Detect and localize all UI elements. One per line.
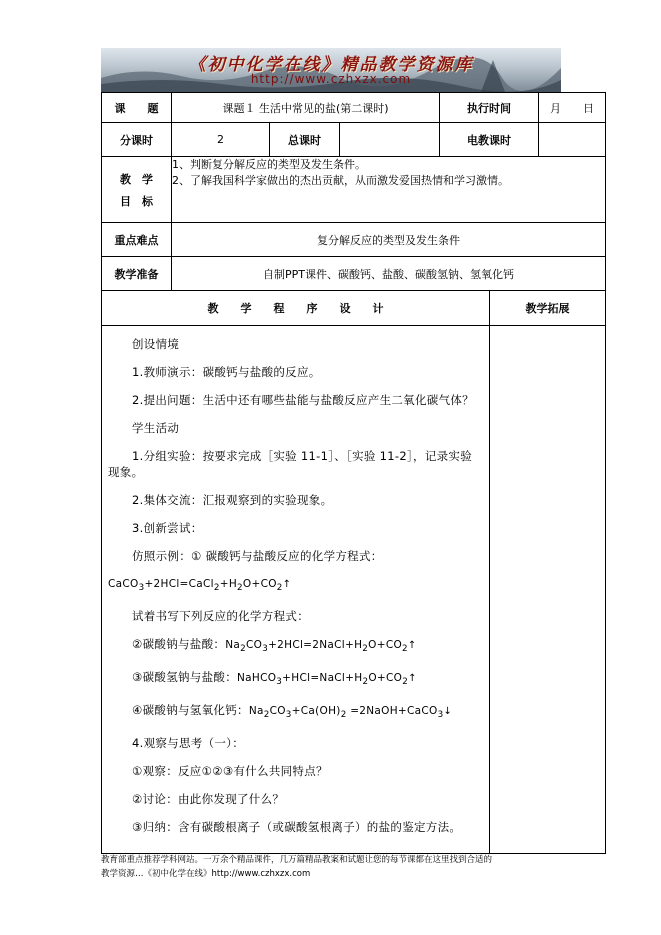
split-hours-value: 2 bbox=[172, 123, 270, 157]
banner-title: 《初中化学在线》精品教学资源库 bbox=[188, 55, 474, 75]
split-hours-label: 分课时 bbox=[102, 123, 172, 157]
prep-row bbox=[102, 257, 606, 291]
media-hours-value bbox=[539, 123, 606, 157]
header-banner bbox=[101, 48, 561, 92]
paragraph: ③归纳：含有碳酸根离子（或碳酸氢根离子）的盐的鉴定方法。 bbox=[132, 820, 462, 835]
banner-url: http://www.czhxzx.com bbox=[250, 72, 412, 86]
footer-link[interactable]: http://www.czhxzx.com bbox=[211, 869, 311, 879]
gas-arrow-icon: ↑ bbox=[282, 579, 292, 590]
equation-caco3: $CaCO_3+2HCl=CaCl_2+H_2O+CO_2↑$ bbox=[108, 578, 292, 594]
lesson-plan-table bbox=[101, 92, 606, 854]
gas-arrow-icon: ↑ bbox=[408, 673, 417, 685]
precipitate-arrow-icon: ↓ bbox=[443, 706, 453, 718]
paragraph: 1.教师演示：碳酸钙与盐酸的反应。 bbox=[132, 365, 321, 379]
paragraph: 试着书写下列反应的化学方程式： bbox=[132, 609, 309, 624]
goal-item: 1、判断复分解反应的类型及发生条件。 bbox=[172, 158, 366, 171]
paragraph: ①观察：反应①②③有什么共同特点？ bbox=[132, 764, 328, 779]
media-hours-label: 电教课时 bbox=[440, 123, 539, 157]
goal-item: 2、了解我国科学家做出的杰出贡献，从而激发爱国热情和学习激情。 bbox=[172, 174, 509, 187]
design-header-row bbox=[102, 291, 606, 326]
paragraph: ②讨论：由此你发现了什么？ bbox=[132, 792, 285, 807]
hours-row bbox=[102, 123, 606, 157]
paragraph: 1.分组实验：按要求完成［实验 11-1］、［实验 11-2］，记录实验现象。 bbox=[108, 449, 473, 479]
prep-value: 自制PPT课件、碳酸钙、盐酸、碳酸氢钠、氢氧化钙 bbox=[172, 257, 606, 291]
focus-value: 复分解反应的类型及发生条件 bbox=[172, 223, 606, 257]
date-value: 月 日 bbox=[539, 93, 606, 123]
total-hours-value bbox=[340, 123, 440, 157]
equation-nahco3-hcl: ③碳酸氢钠与盐酸：$NaHCO_3+HCl=NaCl+H_2O+CO_2↑$ bbox=[132, 670, 417, 688]
goals-content bbox=[172, 157, 606, 223]
prep-label: 教学准备 bbox=[102, 257, 172, 291]
section-title: 4.观察与思考（一）： bbox=[132, 736, 245, 751]
execution-time-label: 执行时间 bbox=[440, 93, 539, 123]
footer-line2 bbox=[101, 867, 601, 881]
topic-value: 课题１ 生活中常见的盐(第二课时) bbox=[172, 93, 440, 123]
goals-row bbox=[102, 157, 606, 223]
total-hours-label: 总课时 bbox=[270, 123, 340, 157]
design-body-row bbox=[102, 326, 606, 854]
equation-na2co3-hcl: ②碳酸钠与盐酸：$Na_2CO_3+2HCl=2NaCl+H_2O+CO_2↑$ bbox=[132, 637, 417, 655]
goals-label-line1: 教 学 bbox=[120, 172, 153, 186]
design-content bbox=[102, 326, 490, 854]
equation-na2co3-caoh2: ④碳酸钠与氢氧化钙：$Na_2CO_3+Ca(OH)_2$ =2NaOH+CaCO$_3$↓ bbox=[132, 703, 453, 721]
focus-label: 重点难点 bbox=[102, 223, 172, 257]
paragraph: 2.集体交流：汇报观察到的实验现象。 bbox=[132, 493, 333, 507]
topic-row bbox=[102, 93, 606, 123]
section-title: 学生活动 bbox=[132, 421, 180, 435]
extension-content bbox=[490, 326, 606, 854]
topic-label: 课 题 bbox=[102, 93, 172, 123]
paragraph: 仿照示例：① 碳酸钙与盐酸反应的化学方程式： bbox=[132, 549, 383, 563]
footer-line1: 教育部重点推荐学科网站。一万余个精品课件，几万篇精品教案和试题让您的每节课都在这里找到合适的 bbox=[101, 855, 493, 865]
design-header: 教 学 程 序 设 计 bbox=[102, 291, 490, 326]
gas-arrow-icon: ↑ bbox=[407, 640, 417, 652]
focus-row bbox=[102, 223, 606, 257]
footer bbox=[101, 853, 601, 881]
paragraph: 3.创新尝试： bbox=[132, 521, 203, 535]
goals-label bbox=[102, 157, 172, 223]
extension-header: 教学拓展 bbox=[490, 291, 606, 326]
paragraph: 2.提出问题：生活中还有哪些盐能与盐酸反应产生二氧化碳气体？ bbox=[132, 393, 474, 407]
footer-resource-text: 教学资源…《初中化学在线》 bbox=[101, 869, 212, 879]
section-title: 创设情境 bbox=[132, 337, 180, 351]
goals-label-line2: 目 标 bbox=[120, 194, 153, 208]
